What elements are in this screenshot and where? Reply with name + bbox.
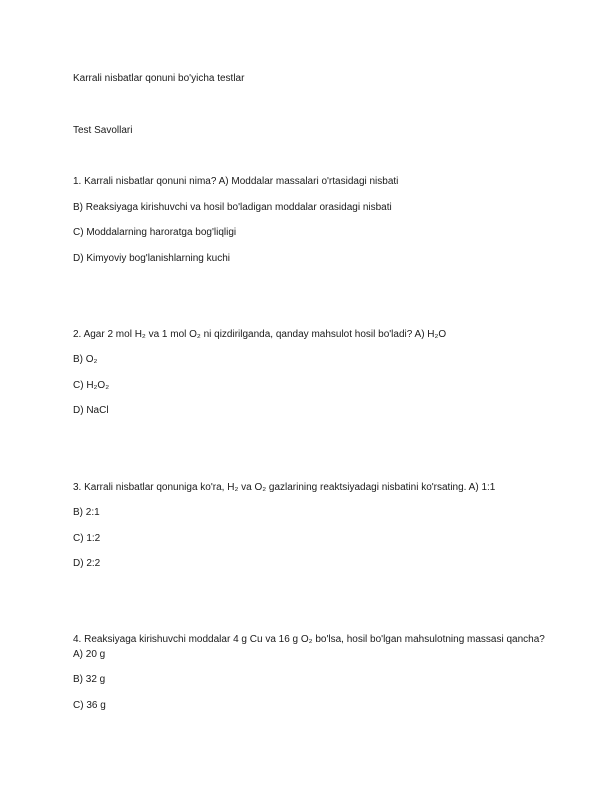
- question-4-option-c: C) 36 g: [73, 700, 106, 711]
- question-3-option-b: B) 2:1: [73, 507, 100, 518]
- question-2-option-c: C) H₂O₂: [73, 380, 110, 391]
- question-3: 3. Karrali nisbatlar qonuniga ko'ra, H₂ va O₂ gazlarining reaktsiyadagi nisbatini ko'rsating. A) 1:1: [73, 482, 496, 493]
- question-2-option-d: D) NaCl: [73, 405, 109, 416]
- question-4-option-b: B) 32 g: [73, 674, 106, 685]
- question-4-option-a: A) 20 g: [73, 649, 106, 660]
- section-heading: Test Savollari: [73, 125, 133, 136]
- question-3-option-d: D) 2:2: [73, 558, 101, 569]
- question-2: 2. Agar 2 mol H₂ va 1 mol O₂ ni qizdirilganda, qanday mahsulot hosil bo'ladi? A) H₂O: [73, 329, 447, 340]
- question-1-option-c: C) Moddalarning haroratga bog'liqligi: [73, 227, 237, 238]
- question-3-option-c: C) 1:2: [73, 533, 101, 544]
- question-1-option-d: D) Kimyoviy bog'lanishlarning kuchi: [73, 253, 230, 264]
- question-4: 4. Reaksiyaga kirishuvchi moddalar 4 g Cu va 16 g O₂ bo'lsa, hosil bo'lgan mahsulotning massasi qancha?: [73, 634, 545, 645]
- question-1-option-b: B) Reaksiyaga kirishuvchi va hosil bo'ladigan moddalar orasidagi nisbati: [73, 202, 392, 213]
- question-1: 1. Karrali nisbatlar qonuni nima? A) Moddalar massalari o'rtasidagi nisbati: [73, 176, 399, 187]
- document-title: Karrali nisbatlar qonuni bo'yicha testlar: [73, 73, 245, 84]
- question-2-option-b: B) O₂: [73, 354, 98, 365]
